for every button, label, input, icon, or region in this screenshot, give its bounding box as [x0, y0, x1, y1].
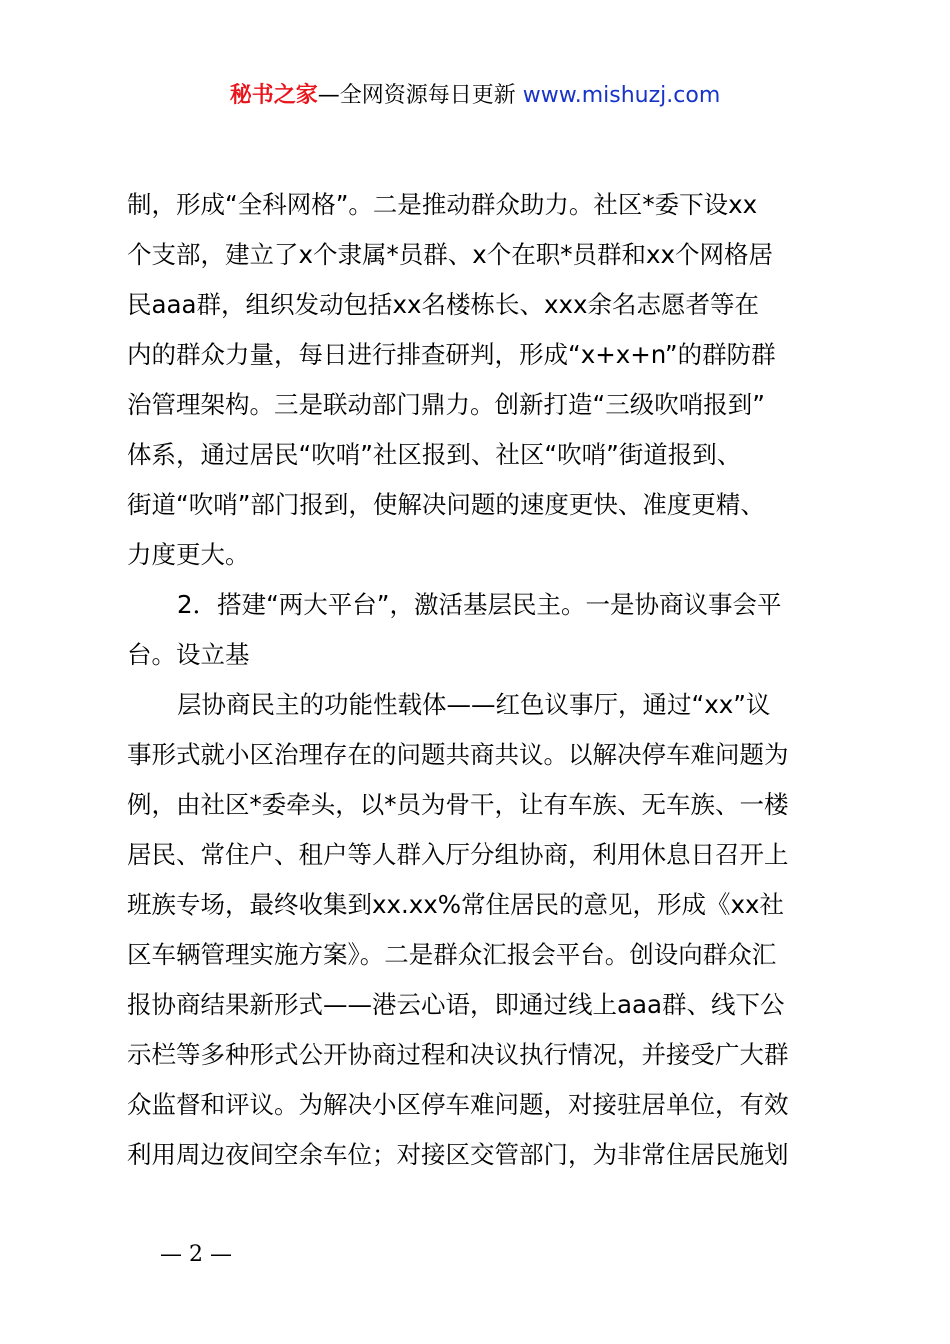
site-url[interactable]: www.mishuzj.com: [522, 83, 721, 108]
text-line: 示栏等多种形式公开协商过程和决议执行情况，并接受广大群: [127, 1040, 789, 1069]
text-line: 体系，通过居民“吹哨”社区报到、社区“吹哨”街道报到、: [127, 440, 742, 469]
text-line: 报协商结果新形式——港云心语，即通过线上aaa群、线下公: [127, 990, 785, 1019]
page-number: — 2 —: [160, 1242, 232, 1267]
text-line: 区车辆管理实施方案》。二是群众汇报会平台。创设向群众汇: [127, 940, 777, 969]
text-line: 事形式就小区治理存在的问题共商共议。以解决停车难问题为: [127, 740, 789, 769]
text-line: 力度更大。: [127, 540, 250, 569]
text-line: 街道“吹哨”部门报到，使解决问题的速度更快、准度更精、: [127, 490, 765, 519]
text-line: 制，形成“全科网格”。二是推动群众助力。社区*委下设xx: [127, 190, 758, 219]
text-line: 居民、常住户、租户等人群入厅分组协商，利用休息日召开上: [127, 840, 789, 869]
text-line: 班族专场，最终收集到xx.xx%常住居民的意见，形成《xx社: [127, 890, 785, 919]
brand-name: 秘书之家: [229, 83, 318, 108]
text-line: 利用周边夜间空余车位；对接区交管部门，为非常住居民施划: [127, 1140, 789, 1169]
text-line: 台。设立基: [127, 640, 250, 669]
document-body: [127, 180, 837, 1180]
text-line: 民aaa群，组织发动包括xx名楼栋长、xxx余名志愿者等在: [127, 290, 760, 319]
page-header: [0, 80, 950, 112]
text-line: 治管理架构。三是联动部门鼎力。创新打造“三级吹哨报到”: [127, 390, 765, 419]
text-line: 层协商民主的功能性载体——红色议事厅，通过“xx”议: [177, 690, 771, 719]
text-line: 例，由社区*委牵头，以*员为骨干，让有车族、无车族、一楼: [127, 790, 789, 819]
text-line: 2．搭建“两大平台”，激活基层民主。一是协商议事会平: [177, 590, 782, 619]
text-line: 内的群众力量，每日进行排查研判，形成“x+x+n”的群防群: [127, 340, 776, 369]
text-line: 众监督和评议。为解决小区停车难问题，对接驻居单位，有效: [127, 1090, 789, 1119]
text-line: 个支部，建立了x个隶属*员群、x个在职*员群和xx个网格居: [127, 240, 773, 269]
header-slogan: —全网资源每日更新: [317, 83, 516, 108]
